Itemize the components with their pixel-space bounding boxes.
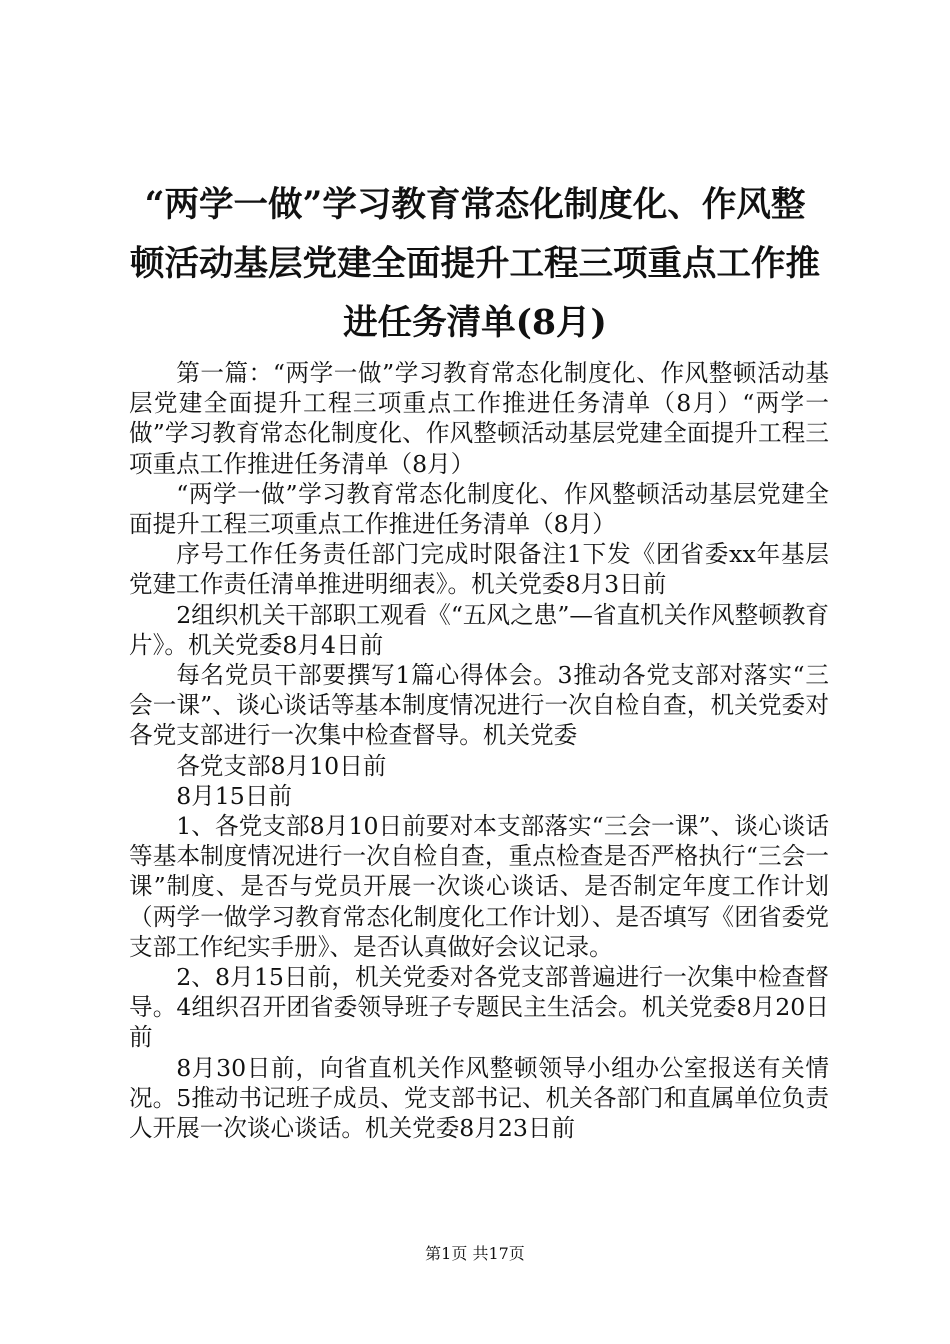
paragraph-2: “两学一做”学习教育常态化制度化、作风整顿活动基层党建全面提升工程三项重点工作推进任务清单（8月）: [129, 479, 829, 539]
paragraph-5: 每名党员干部要撰写1篇心得体会。3推动各党支部对落实“三会一课”、谈心谈话等基本制度情况进行一次自检自查，机关党委对各党支部进行一次集中检查督导。机关党委: [129, 661, 829, 750]
paragraph-10: 8月30日前，向省直机关作风整顿领导小组办公室报送有关情况。5推动书记班子成员、党支部书记、机关各部门和直属单位负责人开展一次谈心谈话。机关党委8月23日前: [129, 1053, 829, 1143]
paragraph-7: 8月15日前: [176, 781, 293, 810]
paragraph-3: 序号工作任务责任部门完成时限备注1下发《团省委xx年基层党建工作责任清单推进明细表》。机关党委8月3日前: [129, 540, 829, 599]
paragraph-1: 第一篇：“两学一做”学习教育常态化制度化、作风整顿活动基层党建全面提升工程三项重点工作推进任务清单（8月）“两学一做”学习教育常态化制度化、作风整顿活动基层党建全面提升工程三项重点工作推进任务清单（8月）: [129, 359, 829, 478]
paragraph-9: 2、8月15日前，机关党委对各党支部普遍进行一次集中检查督导。4组织召开团省委领导班子专题民主生活会。机关党委8月20日前: [129, 963, 829, 1052]
document-title: [120, 176, 830, 353]
page-number-footer: 第1页 共17页: [425, 1244, 525, 1263]
title-line-2: 顿活动基层党建全面提升工程三项重点工作推: [130, 244, 820, 284]
title-line-3: 进任务清单(8月): [343, 303, 607, 343]
paragraph-4: 2组织机关干部职工观看《“五风之患”—省直机关作风整顿教育片》。机关党委8月4日前: [129, 600, 829, 659]
paragraph-6: 各党支部8月10日前: [176, 751, 387, 780]
document-body: [129, 358, 829, 1143]
title-line-1: “两学一做”学习教育常态化制度化、作风整: [144, 185, 806, 225]
paragraph-8: 1、各党支部8月10日前要对本支部落实“三会一课”、谈心谈话等基本制度情况进行一次自检自查，重点检查是否严格执行“三会一课”制度、是否与党员开展一次谈心谈话、是否制定年度工作计划（两学一做学习教育常态化制度化工作计划）、是否填写《团省委党支部工作纪实手册》、是否认真做好会议记录。: [129, 812, 829, 961]
